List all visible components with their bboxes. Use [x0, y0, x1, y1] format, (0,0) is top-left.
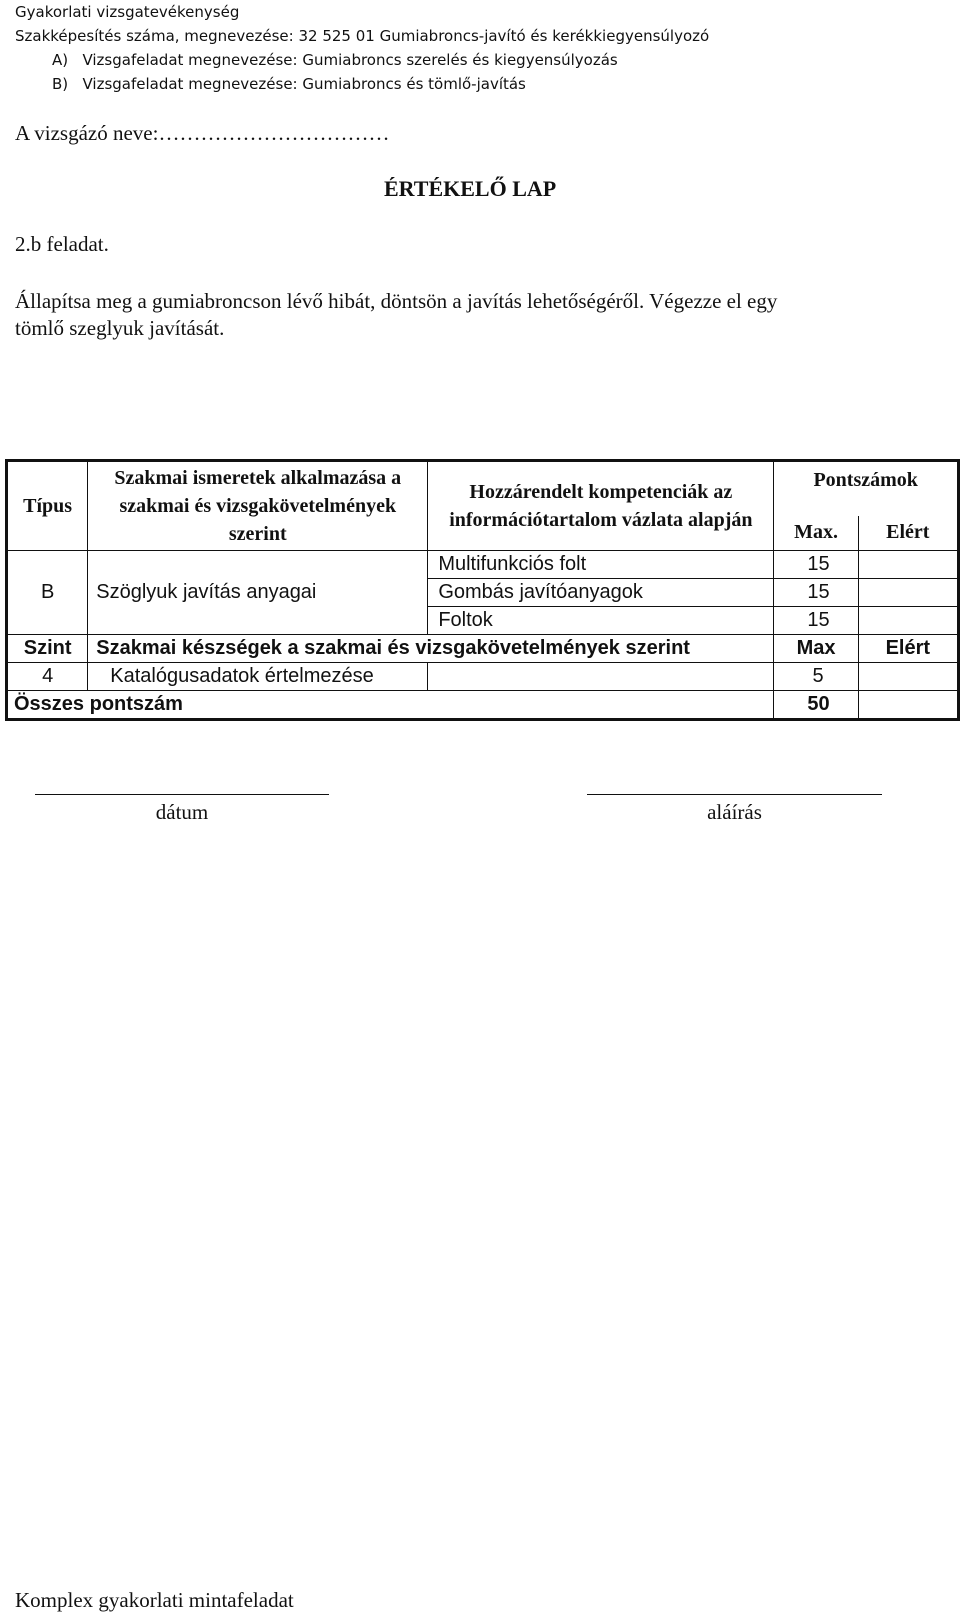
task-number: 2.b feladat. — [15, 232, 109, 256]
skills-header-elert: Elért — [858, 635, 958, 663]
header-max: Max. — [774, 516, 858, 551]
header-line-3 — [52, 51, 618, 69]
signature-line — [587, 794, 882, 795]
table-header-row — [7, 461, 959, 517]
header-pontszamok: Pontszámok — [774, 461, 959, 517]
task-description-line-1: Állapítsa meg a gumiabroncson lévő hibát, döntsön a javítás lehetőségéről. Végezze el egy — [15, 289, 778, 313]
header-line-3-label: A) — [52, 51, 69, 69]
header-kompetenciak: Hozzárendelt kompetenciák az információtartalom vázlata alapján — [428, 461, 774, 551]
skills-row-max: 5 — [774, 663, 858, 691]
skills-row-label: Katalógusadatok értelmezése — [88, 663, 428, 691]
date-label: dátum — [155, 800, 209, 824]
candidate-name-label: A vizsgázó neve: — [15, 121, 159, 145]
row-max: 15 — [774, 551, 858, 579]
skills-row-level: 4 — [7, 663, 88, 691]
row-elert[interactable] — [858, 607, 958, 635]
skills-header-szint: Szint — [7, 635, 88, 663]
row-item: Gombás javítóanyagok — [428, 579, 774, 607]
header-line-1: Gyakorlati vizsgatevékenység — [15, 3, 240, 21]
header-line-2: Szakképesítés száma, megnevezése: 32 525 01 Gumiabroncs-javító és kerékkiegyensúlyozó — [15, 27, 710, 45]
row-max: 15 — [774, 607, 858, 635]
section-b-type: B — [7, 551, 88, 635]
date-line — [35, 794, 329, 795]
skills-row-elert[interactable] — [858, 663, 958, 691]
skills-row-extra — [428, 663, 774, 691]
header-line-4-label: B) — [52, 75, 69, 93]
evaluation-table — [5, 459, 960, 721]
total-max: 50 — [774, 691, 858, 720]
row-elert[interactable] — [858, 551, 958, 579]
header-line-4-text: Vizsgafeladat megnevezése: Gumiabroncs és tömlő-javítás — [82, 75, 526, 93]
row-item: Foltok — [428, 607, 774, 635]
total-label: Összes pontszám — [7, 691, 774, 720]
row-max: 15 — [774, 579, 858, 607]
page-title: ÉRTÉKELŐ LAP — [384, 176, 557, 201]
candidate-name-line — [15, 121, 389, 146]
skills-header-row — [7, 635, 959, 663]
row-elert[interactable] — [858, 579, 958, 607]
row-item: Multifunkciós folt — [428, 551, 774, 579]
table-row — [7, 551, 959, 579]
task-description-line-2: tömlő szeglyuk javítását. — [15, 316, 225, 340]
header-line-3-text: Vizsgafeladat megnevezése: Gumiabroncs szerelés és kiegyensúlyozás — [82, 51, 618, 69]
page-footer: Komplex gyakorlati mintafeladat — [15, 1588, 294, 1612]
header-szakmai-ismeretek: Szakmai ismeretek alkalmazása a szakmai és vizsgakövetelmények szerint — [88, 461, 428, 551]
section-b-topic: Szöglyuk javítás anyagai — [88, 551, 428, 635]
table-row — [7, 663, 959, 691]
total-row — [7, 691, 959, 720]
skills-header-label: Szakmai készségek a szakmai és vizsgakövetelmények szerint — [88, 635, 774, 663]
skills-header-max: Max — [774, 635, 858, 663]
header-elert: Elért — [858, 516, 958, 551]
signature-label: aláírás — [707, 800, 762, 824]
header-line-4 — [52, 75, 526, 93]
total-elert[interactable] — [858, 691, 958, 720]
header-tipus: Típus — [7, 461, 88, 551]
candidate-name-dots: …………………………… — [158, 121, 390, 145]
